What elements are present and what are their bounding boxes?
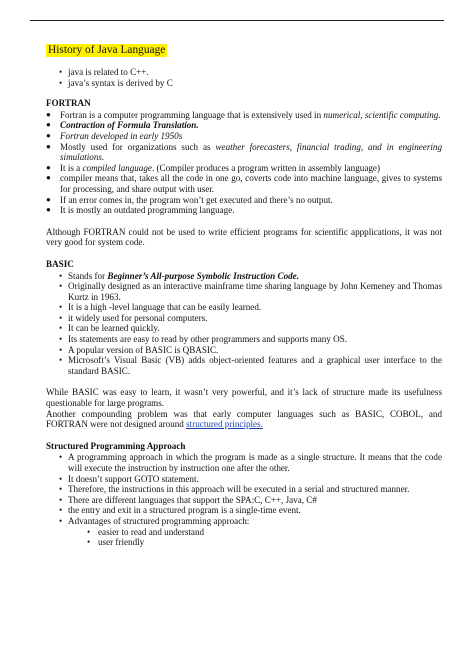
fortran-paragraph: Although FORTRAN could not be used to write efficient programs for scientific appplications, it was not very good for system code. — [46, 226, 442, 248]
list-item: ● compiler means that, takes all the code in one go, coverts code into machine language, gives to systems for processing, and share output with user. — [46, 173, 442, 194]
list-item: • easier to read and understand — [84, 527, 442, 538]
text: Mostly used for organizations such as — [60, 141, 216, 152]
text: . (Compiler produces a program written in assembly language) — [151, 162, 380, 173]
list-item — [46, 110, 442, 121]
list-item: • It is a high -level language that can be easily learned. — [56, 302, 442, 313]
list-item: • Originally designed as an interactive mainframe time sharing language by John Kemeney and Thomas Kurtz in 1963. — [56, 281, 442, 302]
text: Stands for — [68, 270, 108, 281]
basic-list — [46, 271, 442, 377]
list-item: • A programming approach in which the program is made as a single structure. It means that the code will execute the instruction by instruction one after the other. — [56, 452, 442, 473]
header-rule — [30, 20, 444, 21]
emphasis: numerical, scientific computing. — [323, 109, 441, 120]
list-item: ● Contraction of Formula Translation. — [46, 120, 442, 131]
list-item — [46, 142, 442, 163]
intro-list — [46, 67, 442, 88]
text: Another compounding problem was that early computer languages such as BASIC, COBOL, and FORTRAN were not designed around — [46, 408, 442, 430]
fortran-list — [46, 110, 442, 216]
advantages-list — [46, 527, 442, 548]
list-item: • It doesn’t support GOTO statement. — [56, 474, 442, 485]
fortran-heading: FORTRAN — [46, 98, 91, 109]
basic-paragraph-2 — [46, 409, 442, 430]
list-item: • Therefore, the instructions in this approach will be executed in a serial and structured manner. — [56, 484, 442, 495]
list-item — [56, 271, 442, 282]
emphasis: compiled language — [82, 162, 152, 173]
structured-heading: Structured Programming Approach — [46, 440, 186, 451]
list-item: • java’s syntax is derived by C — [56, 78, 442, 89]
list-item: • It can be learned quickly. — [56, 323, 442, 334]
document-page — [46, 44, 442, 548]
list-item: • A popular version of BASIC is QBASIC. — [56, 345, 442, 356]
list-item: • Advantages of structured programming approach: — [56, 516, 442, 527]
list-item — [46, 163, 442, 174]
page-title: History of Java Language — [48, 44, 166, 56]
basic-paragraph-1: While BASIC was easy to learn, it wasn’t very powerful, and it’s lack of structure made its usefulness questionable for large programs. — [46, 387, 442, 409]
list-item: ● If an error comes in, the program won’t get executed and there’s no output. — [46, 195, 442, 206]
list-item: • There are different languages that support the SPA:C, C++, Java, C# — [56, 495, 442, 506]
structured-principles-link[interactable]: structured principles. — [186, 419, 263, 430]
list-item: • user friendly — [84, 537, 442, 548]
list-item: • it widely used for personal computers. — [56, 313, 442, 324]
list-item: ● Fortran developed in early 1950s — [46, 131, 442, 142]
text: Fortran is a computer programming language that is extensively used in — [60, 109, 324, 120]
emphasis: Beginner’s All-purpose Symbolic Instruction Code. — [107, 270, 299, 281]
structured-list — [46, 452, 442, 526]
list-item: ● It is mostly an outdated programming language. — [46, 205, 442, 216]
list-item: • Microsoft’s Visual Basic (VB) adds object-oriented features and a graphical user interface to the standard BASIC. — [56, 355, 442, 376]
emphasis: weather forecasters, financial trading, and in engineering simulations. — [60, 141, 442, 163]
basic-heading: BASIC — [46, 258, 74, 269]
list-item: • Its statements are easy to read by other programmers and supports many OS. — [56, 334, 442, 345]
list-item: • java is related to C++. — [56, 67, 442, 78]
text: It is a — [60, 162, 83, 173]
list-item: • the entry and exit in a structured program is a single-time event. — [56, 505, 442, 516]
